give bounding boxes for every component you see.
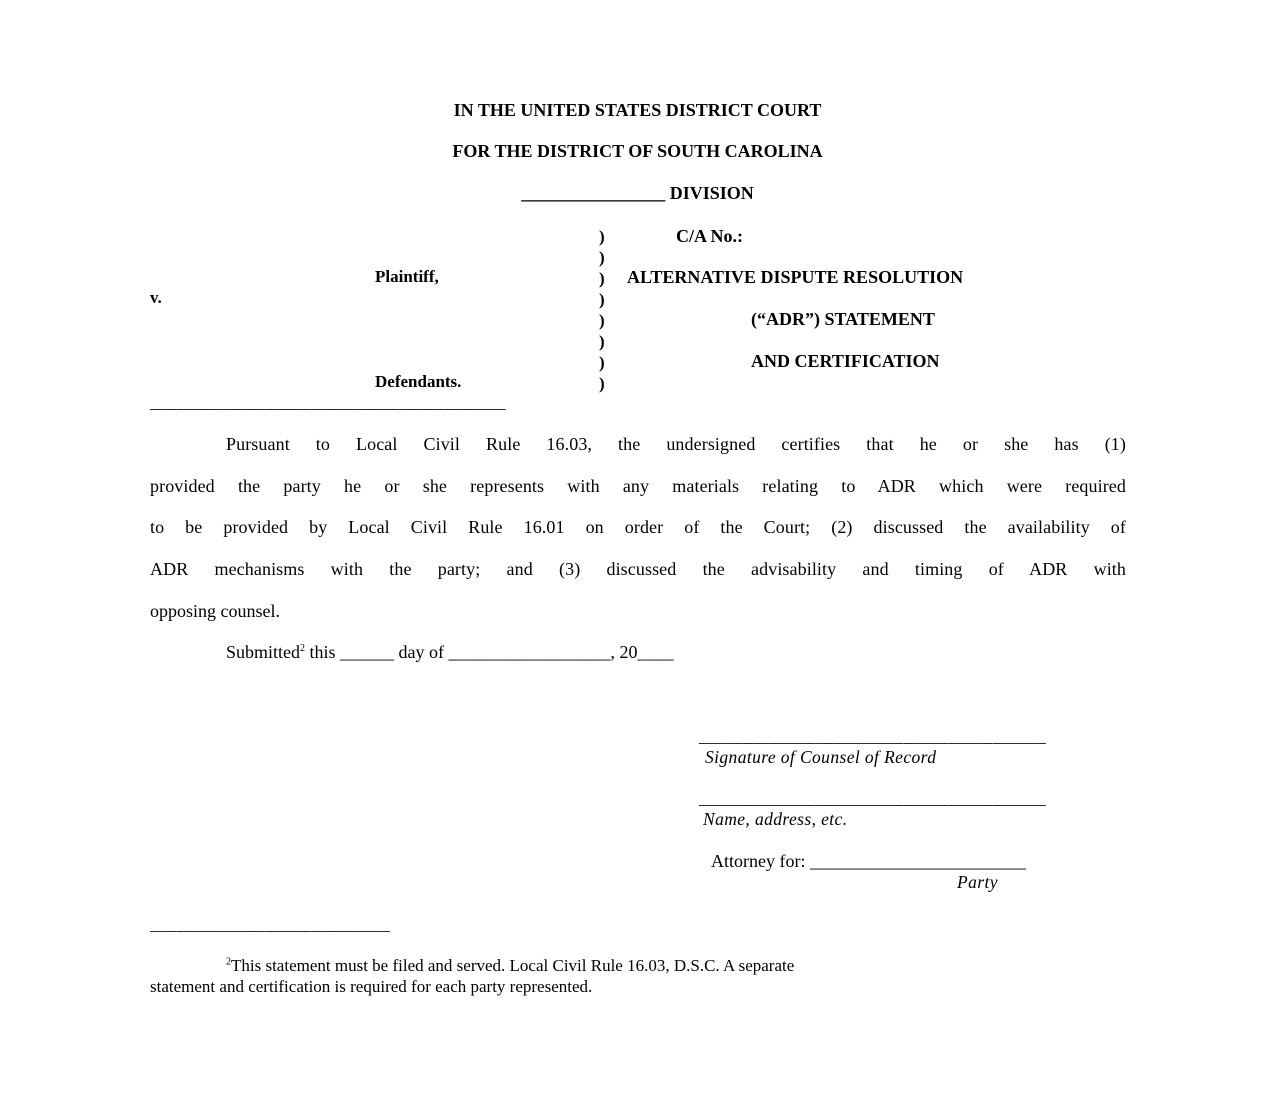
division-line [0,183,1275,204]
footnote-line2: statement and certification is required for each party represented. [150,977,593,996]
document-title-line3: AND CERTIFICATION [751,351,940,371]
case-number-label: C/A No.: [676,226,743,246]
body-line: Pursuant to Local Civil Rule 16.03, the undersigned certifies that he or she has (1) [226,434,1126,454]
footnote-text: This statement must be filed and served. Local Civil Rule 16.03, D.S.C. A separate [231,956,795,975]
caption-paren: ) [599,332,605,351]
name-address-label: Name, address, etc. [703,809,848,829]
document-title-line2: (“ADR”) STATEMENT [751,309,935,329]
division-label: DIVISION [669,183,754,203]
court-name: IN THE UNITED STATES DISTRICT COURT [453,100,822,120]
signature-line: _______________________________________ [699,727,1047,746]
caption-paren: ) [599,269,605,288]
caption-divider: ________________________________________ [150,393,506,412]
caption-paren: ) [599,248,605,267]
submitted-date-blanks: this ______ day of __________________, 20____ [309,642,674,662]
district-name: FOR THE DISTRICT OF SOUTH CAROLINA [452,141,823,161]
attorney-for-line: Attorney for: ________________________ [711,851,1026,871]
caption-paren: ) [599,311,605,330]
body-line: ADR mechanisms with the party; and (3) discussed the advisability and timing of ADR with [150,559,1126,579]
submitted-word: Submitted [226,642,301,662]
footnote-line1 [226,956,794,976]
caption-paren: ) [599,374,605,393]
submitted-line [226,642,674,663]
plaintiff-label: Plaintiff, [375,267,439,286]
division-blank: ________________ [521,183,666,203]
name-address-line: _______________________________________ [699,789,1047,808]
caption-paren: ) [599,227,605,246]
document-title-line1: ALTERNATIVE DISPUTE RESOLUTION [627,267,964,287]
footnote-marker: 2 [226,956,231,968]
party-label: Party [957,872,998,892]
caption-paren: ) [599,353,605,372]
footnote-divider: ___________________________ [150,915,391,934]
footnote-ref: 2 [300,643,306,654]
body-line: provided the party he or she represents with any materials relating to ADR which were required [150,476,1126,496]
signature-label: Signature of Counsel of Record [705,747,937,767]
caption-paren: ) [599,290,605,309]
versus-label: v. [150,288,162,307]
defendants-label: Defendants. [375,372,462,391]
body-line-last: opposing counsel. [150,601,280,621]
body-line: to be provided by Local Civil Rule 16.01 on order of the Court; (2) discussed the availability of [150,517,1126,537]
